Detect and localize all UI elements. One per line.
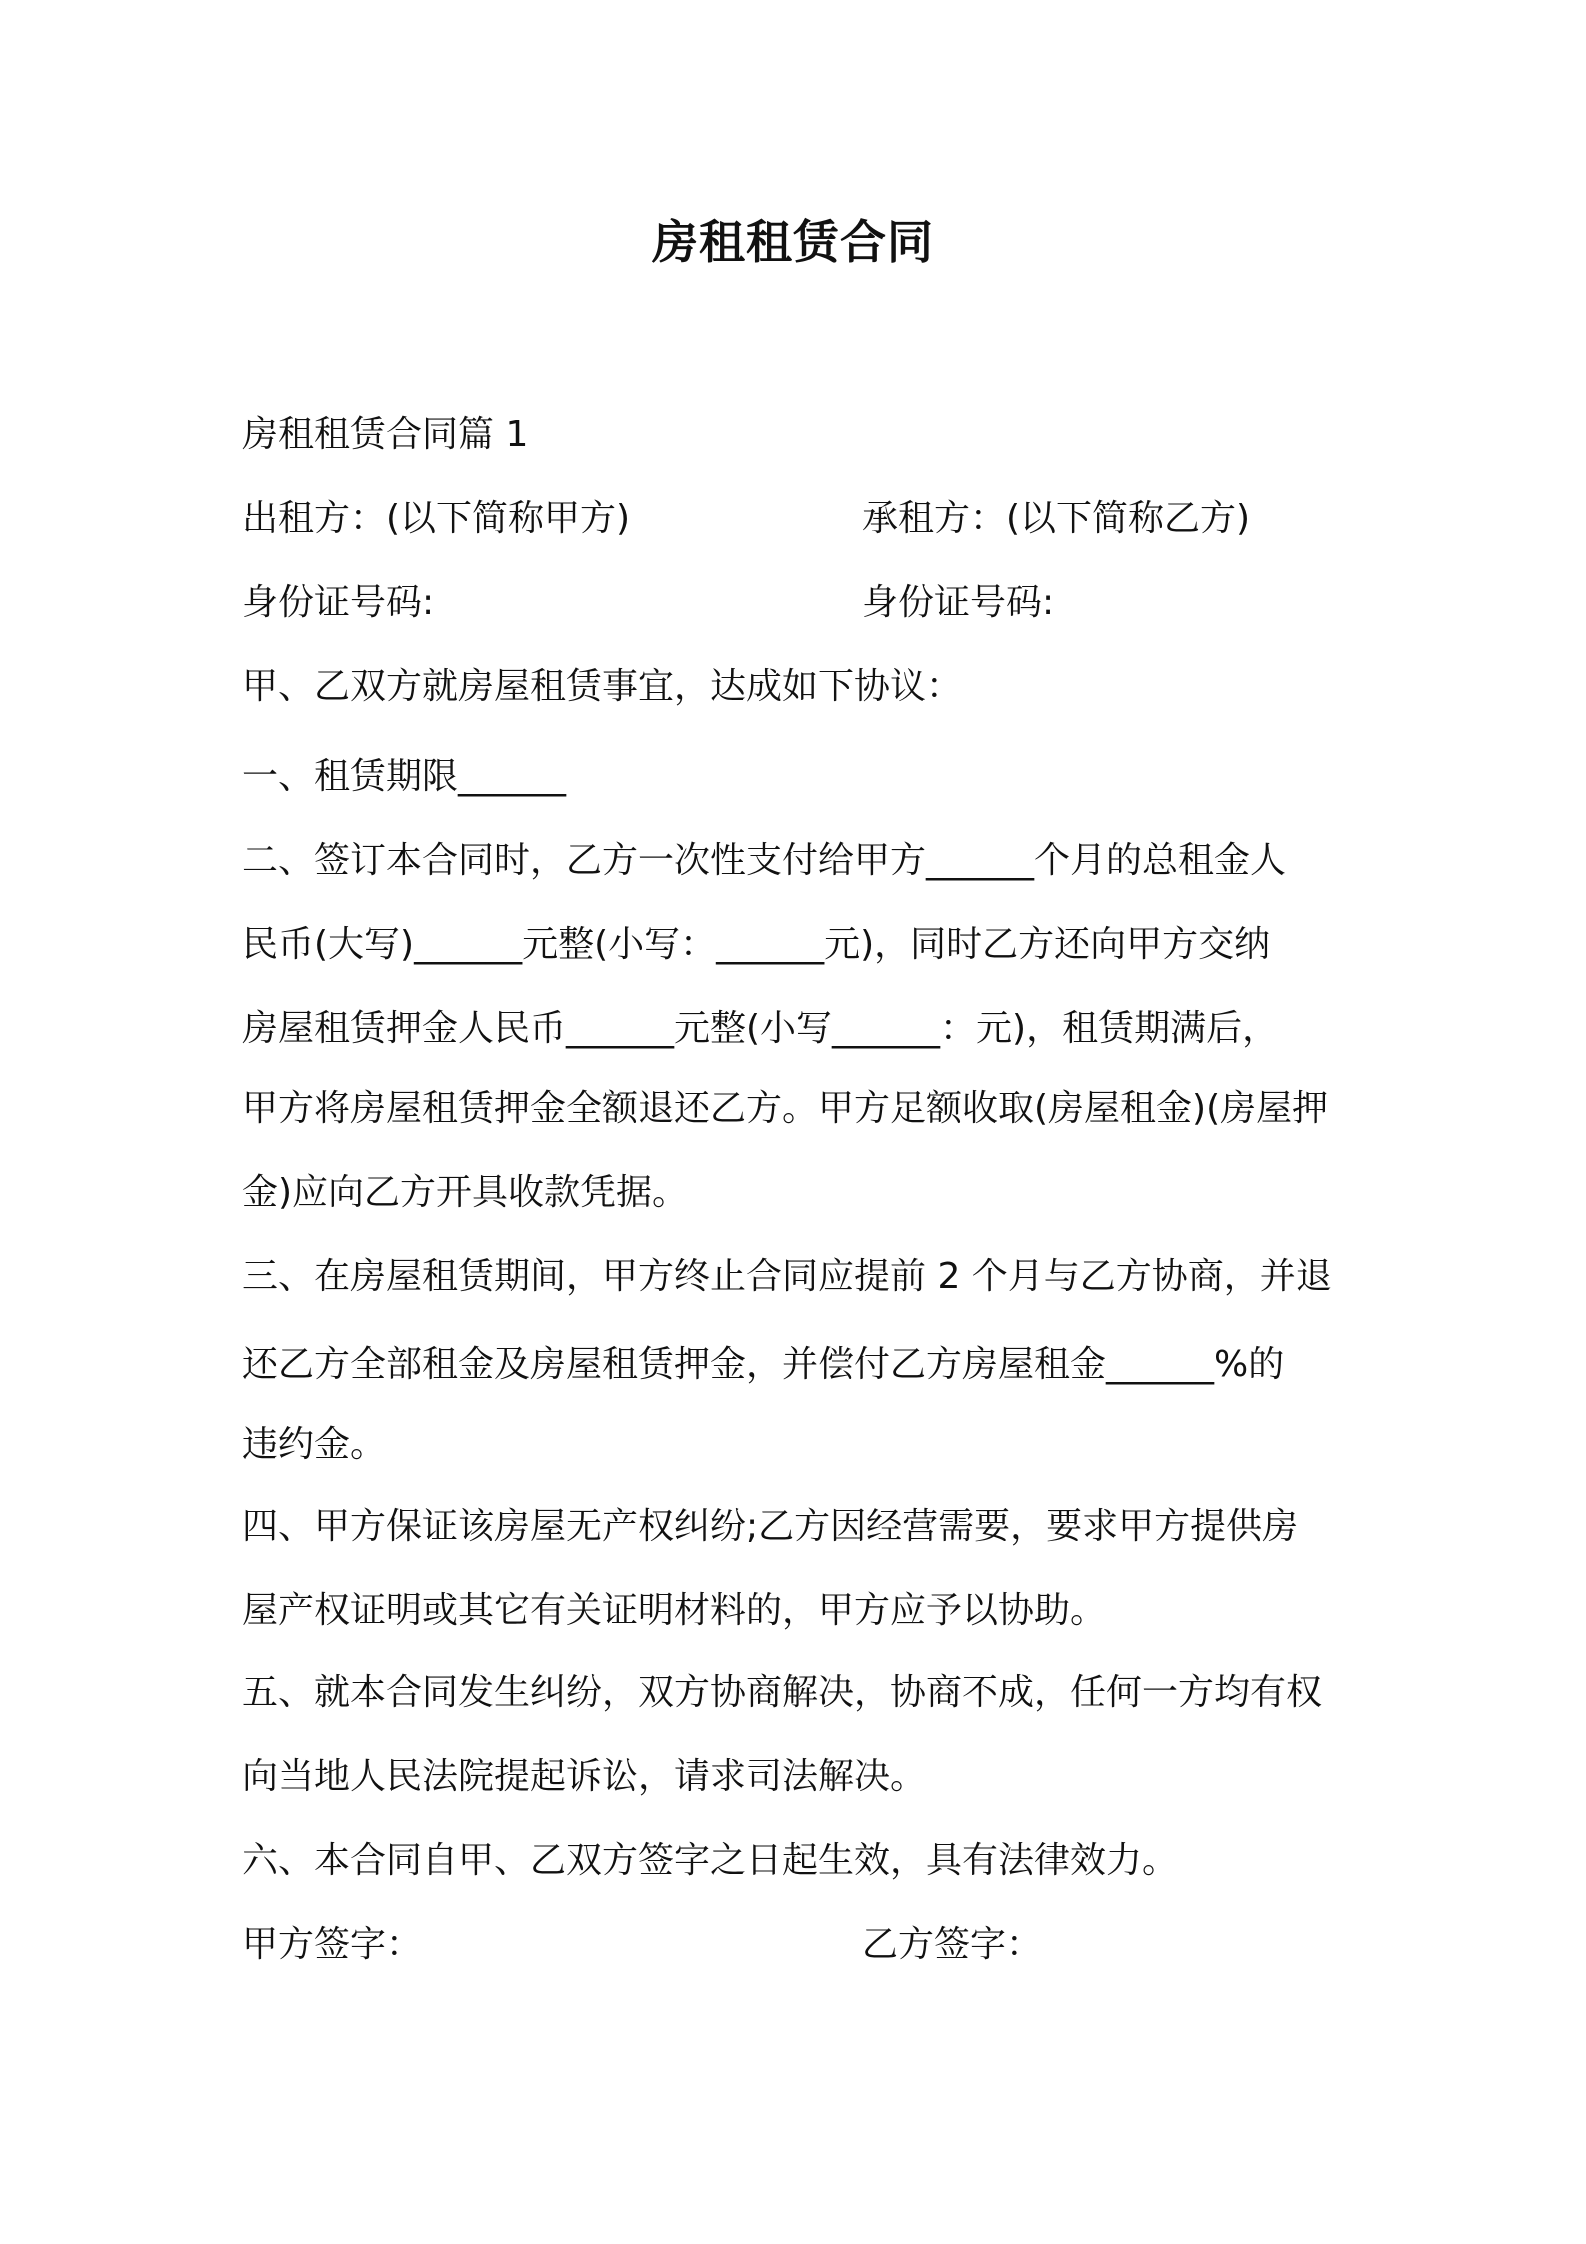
clause-3-line: 违约金。 (242, 1424, 387, 1465)
clause-3-line: 三、在房屋租赁期间，甲方终止合同应提前 2 个月与乙方协商，并退 (242, 1256, 1332, 1297)
party-a-signature-label: 甲方签字： (242, 1924, 423, 1965)
lessee-id-label: 身份证号码: (862, 582, 1055, 623)
clause-5-line: 向当地人民法院提起诉讼，请求司法解决。 (242, 1756, 927, 1797)
lessee-label: 承租方：(以下简称乙方) (862, 498, 1251, 539)
agreement-intro: 甲、乙双方就房屋租赁事宜，达成如下协议： (242, 666, 963, 707)
clause-2-line: 民币(大写)______元整(小写：______元)，同时乙方还向甲方交纳 (242, 924, 1271, 965)
lessor-label: 出租方：(以下简称甲方) (242, 498, 631, 539)
clause-4-line: 屋产权证明或其它有关证明材料的，甲方应予以协助。 (242, 1590, 1107, 1631)
clause-5-line: 五、就本合同发生纠纷，双方协商解决，协商不成，任何一方均有权 (242, 1672, 1323, 1713)
clause-4-line: 四、甲方保证该房屋无产权纠纷;乙方因经营需要，要求甲方提供房 (242, 1506, 1299, 1547)
clause-2-line: 甲方将房屋租赁押金全额退还乙方。甲方足额收取(房屋租金)(房屋押 (242, 1088, 1329, 1129)
lessor-id-label: 身份证号码: (242, 582, 435, 623)
clause-2-line: 二、签订本合同时，乙方一次性支付给甲方______个月的总租金人 (242, 840, 1287, 881)
clause-1-lease-term: 一、租赁期限______ (242, 756, 567, 797)
party-b-signature-label: 乙方签字： (862, 1924, 1043, 1965)
clause-2-line: 金)应向乙方开具收款凭据。 (242, 1172, 689, 1213)
document-subtitle: 房租租赁合同篇 1 (242, 414, 529, 455)
clause-3-line: 还乙方全部租金及房屋租赁押金，并偿付乙方房屋租金______%的 (242, 1344, 1285, 1385)
clause-2-line: 房屋租赁押金人民币______元整(小写______：元)，租赁期满后， (242, 1008, 1279, 1049)
document-title: 房租租赁合同 (652, 215, 934, 269)
clause-6-effectiveness: 六、本合同自甲、乙双方签字之日起生效，具有法律效力。 (242, 1840, 1179, 1881)
